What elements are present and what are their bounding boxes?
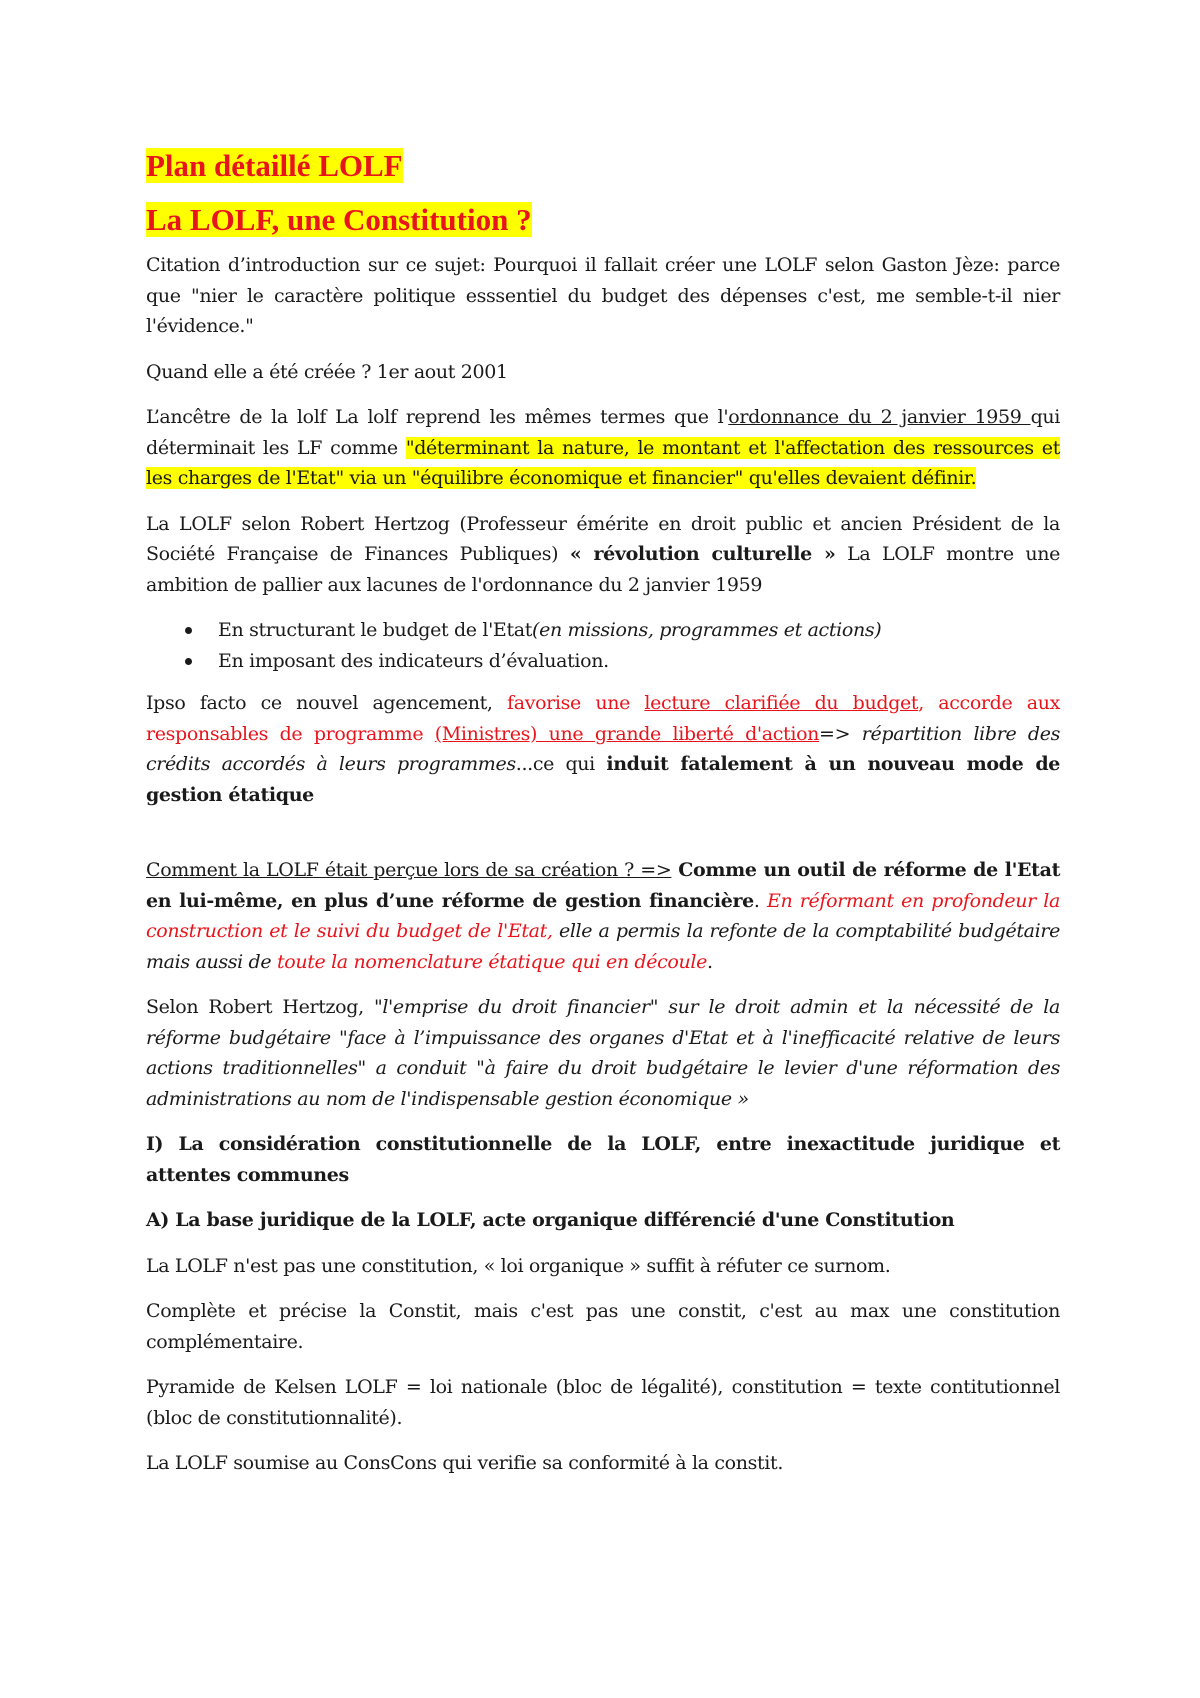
- hertzog-paragraph: La LOLF selon Robert Hertzog (Professeur émérite en droit public et ancien Président de la Société Française de Finances Publiques) « révolution culturelle » La LOLF montre une ambition de pallier aux lacunes de l'ordonnance du 2 janvier 1959: [146, 512, 1060, 596]
- ipso-facto-paragraph: Ipso facto ce nouvel agencement, favorise une lecture clarifiée du budget, accorde aux responsables de programme (Ministres) une grande liberté d'action=> répartition libre des crédits accordés à leurs programmes...ce qui induit fatalement à un nouveau mode de gestion étatique: [146, 692, 1061, 806]
- bullet-list: [146, 615, 1060, 676]
- ordonnance-underline: ordonnance du 2 janvier 1959: [728, 406, 1031, 428]
- highlighted-quote: "déterminant la nature, le montant et l'affectation des ressources et les charges de l'Etat" via un "équilibre économique et financier" qu'elles devaient définir.: [146, 436, 1060, 489]
- section-heading-a: A) La base juridique de la LOLF, acte organique différencié d'une Constitution: [146, 1209, 955, 1231]
- revolution-culturelle: « révolution culturelle »: [569, 543, 836, 565]
- complete-precise-paragraph: Complète et précise la Constit, mais c'est pas une constit, c'est au max une constitution complémentaire.: [146, 1300, 1060, 1353]
- perception-paragraph: Comment la LOLF était perçue lors de sa création ? => Comme un outil de réforme de l'Etat en lui-même, en plus d’une réforme de gestion financière. En réformant en profondeur la construction et le suivi du budget de l'Etat, elle a permis la refonte de la comptabilité budgétaire mais aussi de toute la nomenclature étatique qui en découle.: [146, 859, 1061, 973]
- document-subtitle: La LOLF, une Constitution ?: [146, 202, 532, 237]
- spacer: [146, 825, 1060, 855]
- intro-quote-paragraph: Citation d’introduction sur ce sujet: Pourquoi il fallait créer une LOLF selon Gaston Jèze: parce que "nier le caractère politique esssentiel du budget des dépenses c'est, me semble-t-il nier l'évidence.": [146, 254, 1060, 337]
- document-title: Plan détaillé LOLF: [146, 148, 403, 183]
- list-item: En imposant des indicateurs d’évaluation.: [218, 646, 1060, 677]
- list-item: En structurant le budget de l'Etat(en missions, programmes et actions): [218, 615, 1060, 646]
- ancestor-paragraph: L’ancêtre de la lolf La lolf reprend les mêmes termes que l'ordonnance du 2 janvier 1959 qui déterminait les LF comme "déterminant la nature, le montant et l'affectation des ressources et les charges de l'Etat" via un "équilibre économique et financier" qu'elles devaient définir.: [146, 406, 1060, 489]
- hertzog-quote-paragraph: Selon Robert Hertzog, "l'emprise du droit financier" sur le droit admin et la nécessité de la réforme budgétaire "face à l’impuissance des organes d'Etat et à l'inefficacité relative de leurs actions traditionnelles" a conduit "à faire du droit budgétaire le levier d'une réformation des administrations au nom de l'indispensable gestion économique »: [146, 996, 1061, 1110]
- loi-organique-paragraph: La LOLF n'est pas une constitution, « loi organique » suffit à réfuter ce surnom.: [146, 1254, 891, 1277]
- creation-date-paragraph: Quand elle a été créée ? 1er aout 2001: [146, 360, 508, 383]
- section-heading-1: I) La considération constitutionnelle de la LOLF, entre inexactitude juridique et attentes communes: [146, 1133, 1060, 1186]
- conscons-paragraph: La LOLF soumise au ConsCons qui verifie sa conformité à la constit.: [146, 1452, 784, 1474]
- kelsen-paragraph: Pyramide de Kelsen LOLF = loi nationale (bloc de légalité), constitution = texte contitutionnel (bloc de constitutionnalité).: [146, 1376, 1060, 1429]
